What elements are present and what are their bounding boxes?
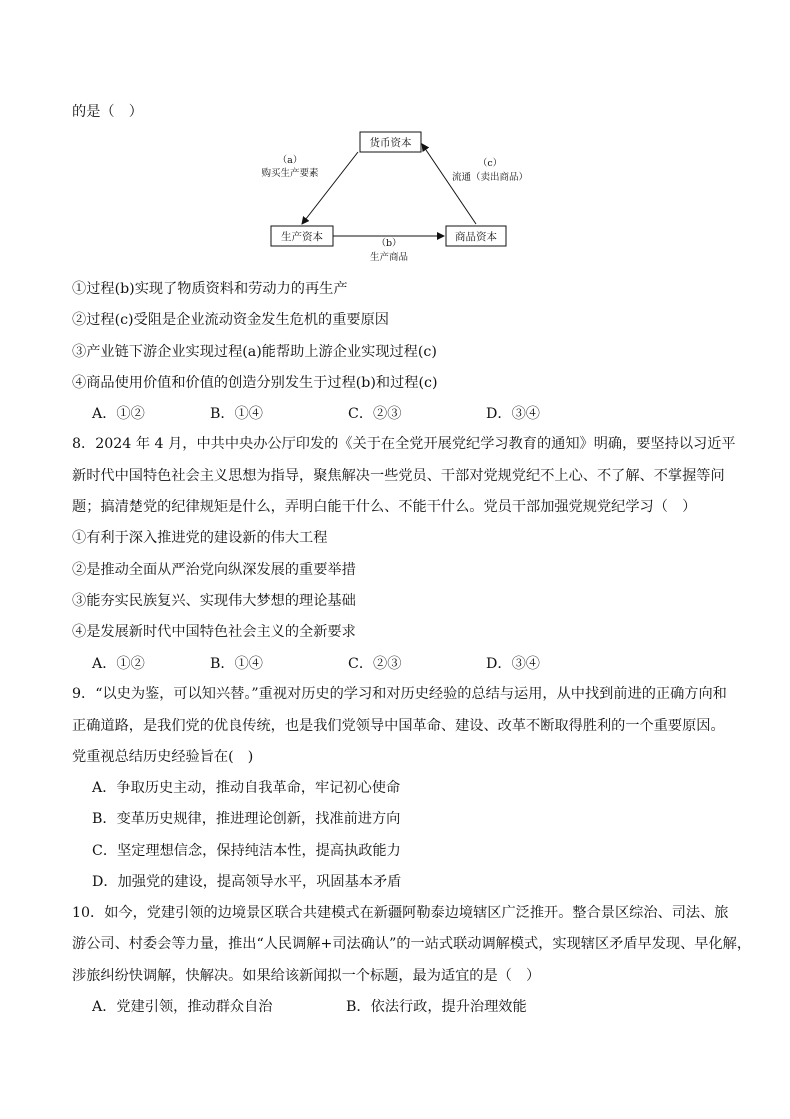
q8-option-b[interactable]: B．①④ (210, 656, 263, 672)
q9-option-b[interactable]: B．变革历史规律，推进理论创新，找准前进方向 (92, 811, 401, 827)
q9-option-d[interactable]: D．加强党的建设，提高领导水平，巩固基本矛盾 (92, 874, 402, 890)
q10-stem-line-1: 10．如今，党建引领的边境景区联合共建模式在新疆阿勒泰边境辖区广泛推开。整合景区综治、司法、旅 (72, 905, 729, 921)
q10-stem-line-3: 涉旅纠纷快调解，快解决。如果给该新闻拟一个标题，最为适宜的是（ ） (72, 968, 541, 984)
q9-stem-line-1: 9．“以史为鉴，可以知兴替。”重视对历史的学习和对历史经验的总结与运用，从中找到前进的正确方向和 (72, 686, 727, 702)
q8-stem-line-2: 新时代中国特色社会主义思想为指导，聚焦解决一些党员、干部对党规党纪不上心、不了解、不掌握等问 (72, 468, 725, 484)
q7-statement-1: ①过程(b)实现了物质资料和劳动力的再生产 (72, 281, 348, 297)
q8-option-c[interactable]: C．②③ (348, 656, 402, 672)
q7-stem-tail: 的是（ ） (72, 104, 143, 120)
q7-statement-3: ③产业链下游企业实现过程(a)能帮助上游企业实现过程(c) (72, 344, 437, 360)
label-b-text: 生产商品 (369, 252, 409, 263)
q8-statement-4: ④是发展新时代中国特色社会主义的全新要求 (72, 624, 356, 640)
money-capital-label: 货币资本 (369, 137, 412, 149)
q7-option-c[interactable]: C．②③ (348, 406, 402, 422)
q8-option-d[interactable]: D．③④ (486, 656, 540, 672)
arrow-c (422, 144, 476, 224)
commodity-capital-label: 商品资本 (455, 231, 497, 243)
q9-option-c[interactable]: C．坚定理想信念，保持纯洁本性，提高执政能力 (92, 843, 401, 859)
q9-stem-line-2: 正确道路，是我们党的优良传统，也是我们党领导中国革命、建设、改革不断取得胜利的一个重要原因。 (72, 718, 725, 734)
q8-stem-line-1: 8．2024 年 4 月，中共中央办公厅印发的《关于在全党开展党纪学习教育的通知》明确，要坚持以习近平 (72, 436, 736, 452)
q9-stem-line-3: 党重视总结历史经验旨在( ) (72, 749, 254, 765)
label-c-mark: （c） (477, 158, 503, 169)
label-b-mark: （b） (376, 238, 402, 249)
q10-option-a[interactable]: A．党建引领，推动群众自治 (92, 999, 273, 1015)
q7-option-a[interactable]: A．①② (92, 406, 145, 422)
q7-statement-4: ④商品使用价值和价值的创造分别发生于过程(b)和过程(c) (72, 375, 438, 391)
q8-option-a[interactable]: A．①② (92, 656, 145, 672)
q7-option-b[interactable]: B．①④ (210, 406, 263, 422)
q8-statement-1: ①有利于深入推进党的建设新的伟大工程 (72, 530, 328, 546)
q8-stem-line-3: 题；搞清楚党的纪律规矩是什么，弄明白能干什么、不能干什么。党员干部加强党规党纪学习（ ） (72, 499, 697, 515)
capital-cycle-diagram (0, 0, 790, 300)
q9-option-a[interactable]: A．争取历史主动，推动自我革命，牢记初心使命 (92, 780, 401, 796)
q10-stem-line-2: 游公司、村委会等力量，推出“人民调解+司法确认”的一站式联动调解模式，实现辖区矛盾早发现、早化解， (72, 936, 752, 952)
q7-option-d[interactable]: D．③④ (486, 406, 540, 422)
q10-option-b[interactable]: B．依法行政，提升治理效能 (346, 999, 527, 1015)
production-capital-label: 生产资本 (281, 231, 323, 243)
arrow-a (302, 152, 358, 224)
q8-statement-2: ②是推动全面从严治党向纵深发展的重要举措 (72, 562, 356, 578)
q8-statement-3: ③能夯实民族复兴、实现伟大梦想的理论基础 (72, 593, 356, 609)
label-a-text: 购买生产要素 (261, 168, 319, 179)
q7-statement-2: ②过程(c)受阻是企业流动资金发生危机的重要原因 (72, 312, 389, 328)
label-c-text: 流通（卖出商品） (451, 172, 529, 183)
label-a-mark: （a） (277, 155, 303, 166)
